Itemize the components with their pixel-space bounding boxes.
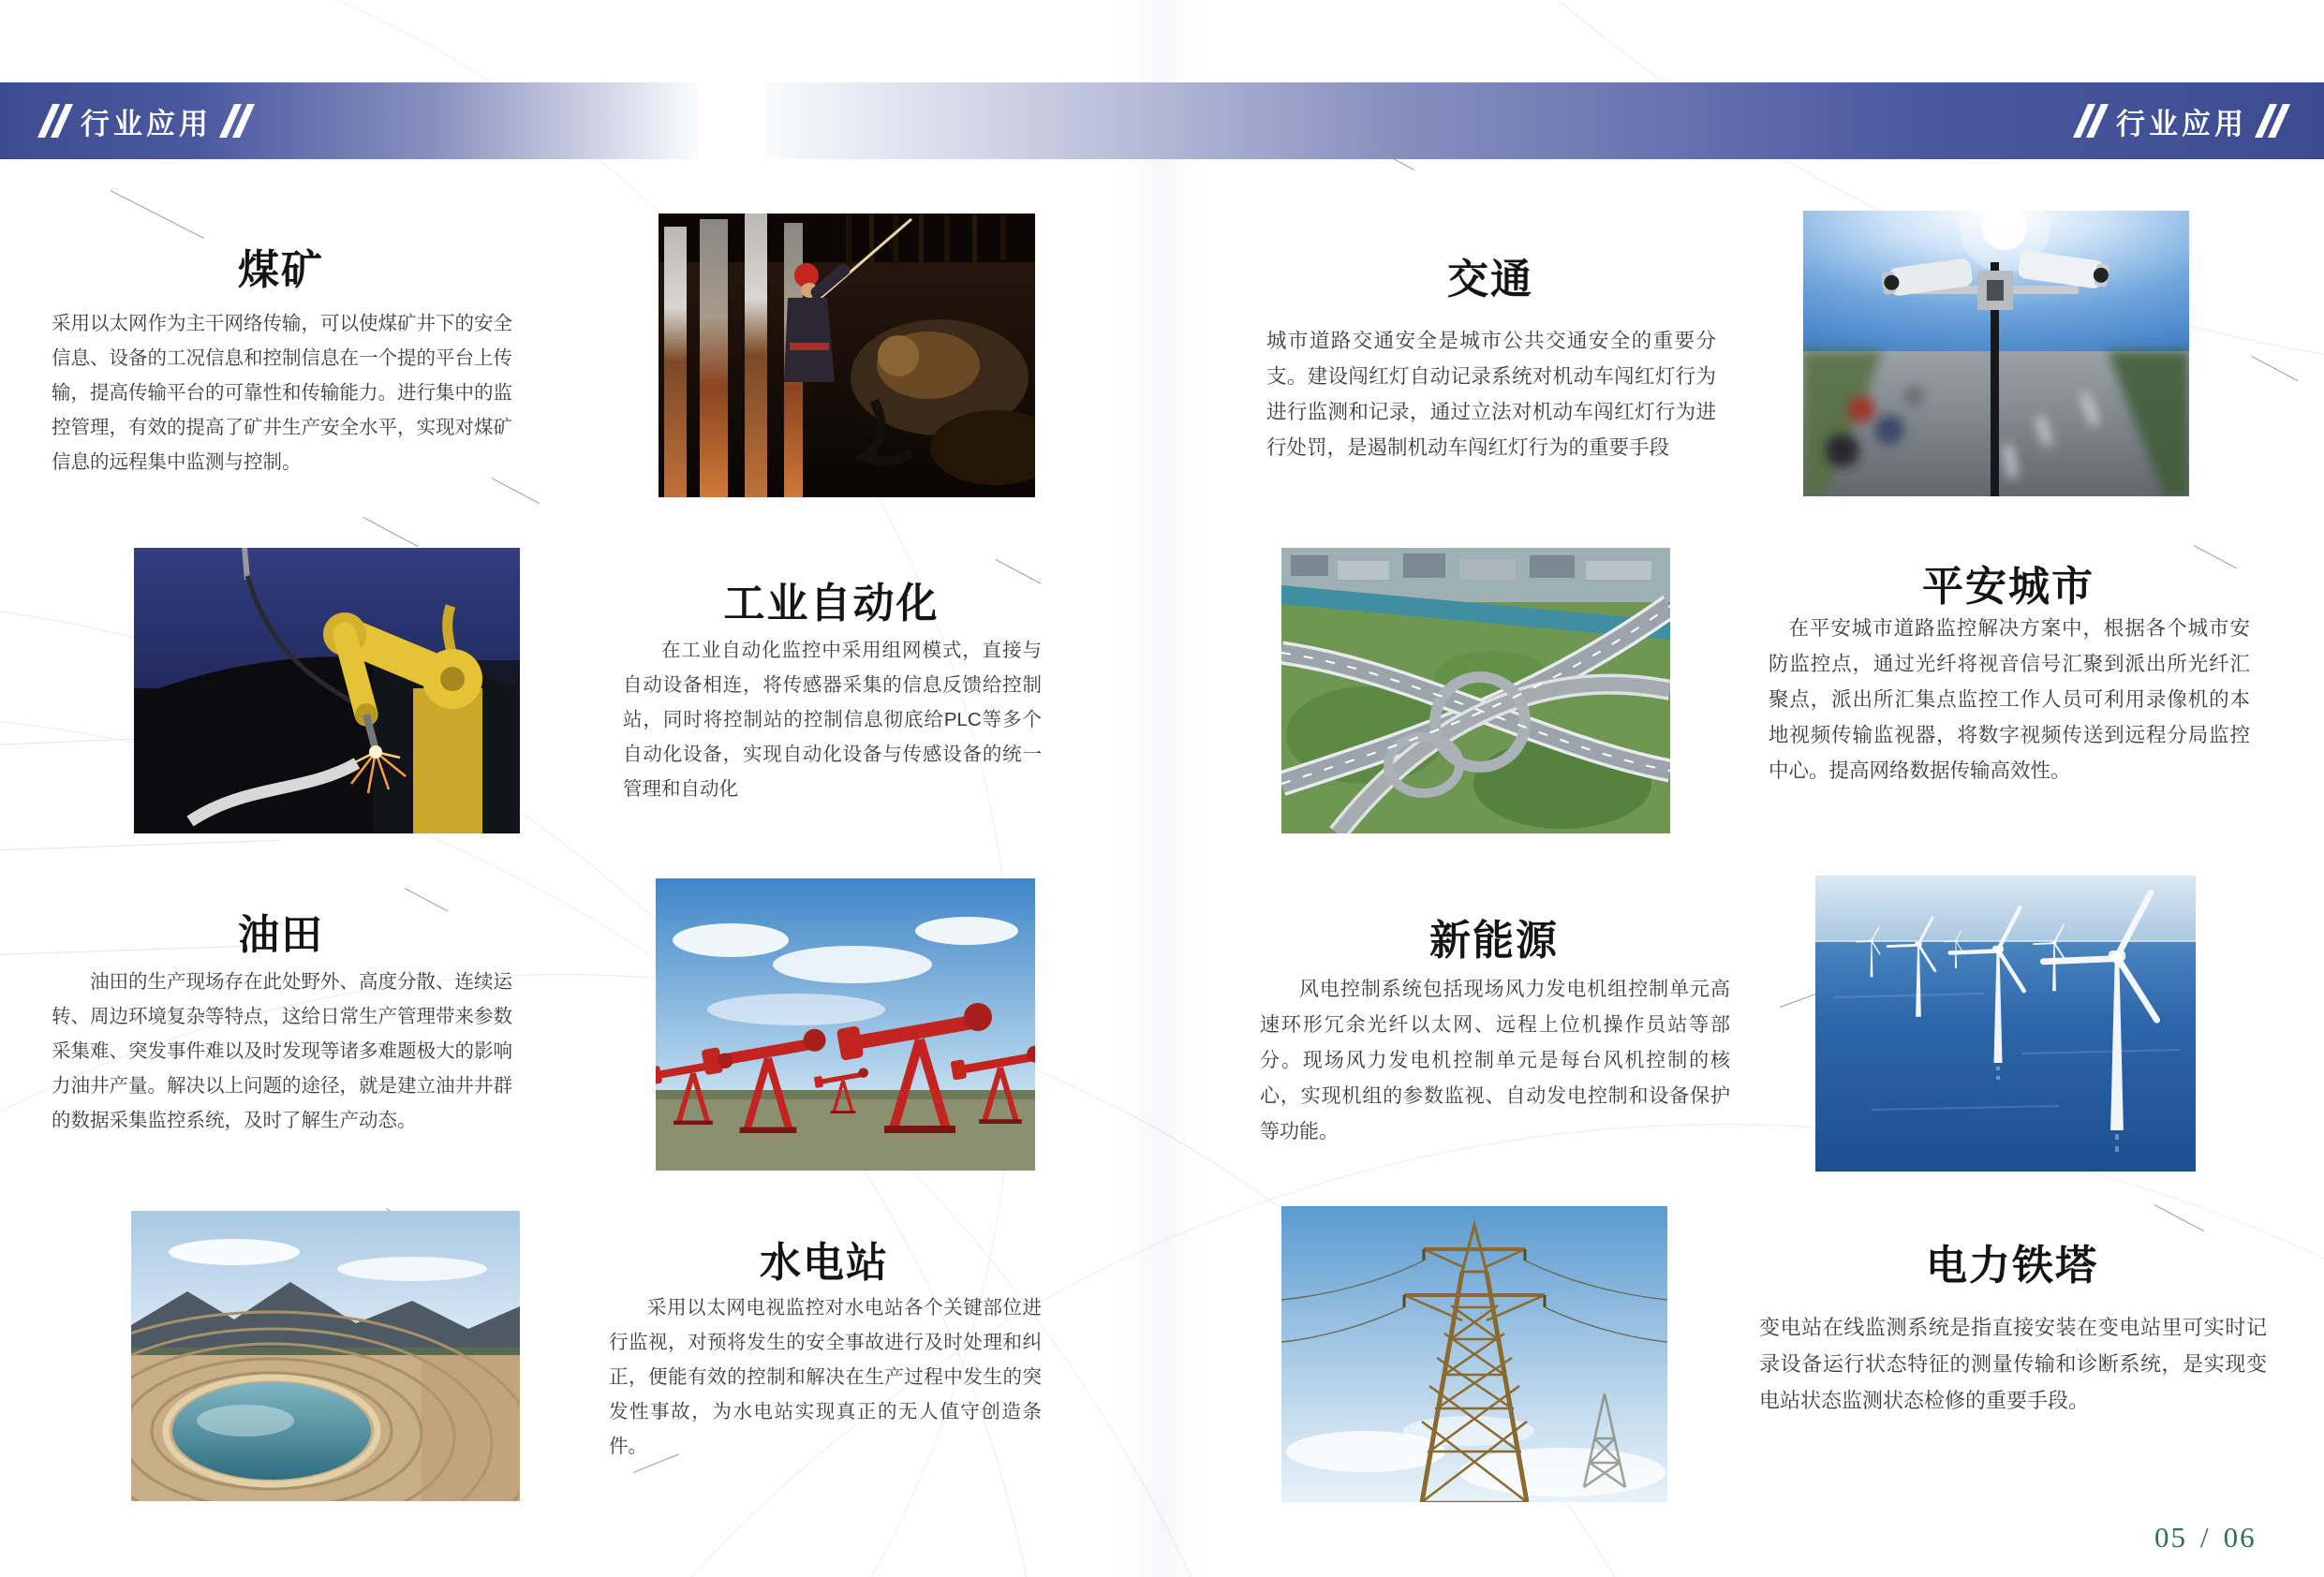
right-header	[2080, 100, 2283, 142]
section-body-hydropower: 采用以太网电视监控对水电站各个关键部位进行监视，对预将发生的安全事故进行及时处理和纠正，便能有效的控制和解决在生产过程中发生的突发性事故，为水电站实现真正的无人值守创造条件。	[609, 1297, 1042, 1457]
section-body-new-energy: 风电控制系统包括现场风力发电机组控制单元高速环形冗余光纤以太网、远程上位机操作员站等部分。现场风力发电机控制单元是每台风机控制的核心，实现机组的参数监视、自动发电控制和设备保护等功能。	[1260, 979, 1730, 1142]
wind-farm-photo	[1815, 876, 2196, 1172]
double-slash-icon	[2262, 104, 2283, 138]
section-title-hydropower: 水电站	[760, 1240, 889, 1286]
section-body-power-tower: 变电站在线监测系统是指直接安装在变电站里可实时记录设备运行状态特征的测量传输和诊断系统，是实现变电站状态监测状态检修的重要手段。	[1759, 1316, 2267, 1412]
page-numbers	[2154, 1521, 2257, 1555]
accent-line	[363, 517, 419, 547]
oil-field-photo	[656, 878, 1035, 1171]
right-header-title: 行业应用	[2116, 107, 2247, 140]
section-body-safe-city: 在平安城市道路监控解决方案中，根据各个城市安防监控点，通过光纤将视音信号汇聚到派出所光纤汇聚点，派出所汇集点监控工作人员可利用录像机的本地视频传输监视器，将数字视频传送到远程分局监控中心。提高网络数据传输高效性。	[1769, 617, 2250, 782]
double-slash-icon	[227, 104, 247, 138]
section-title-safe-city: 平安城市	[1922, 564, 2095, 610]
section-title-power-tower: 电力铁塔	[1926, 1243, 2098, 1289]
accent-line	[2154, 1204, 2204, 1231]
accent-line	[111, 190, 204, 239]
page-number-next: 06	[2223, 1521, 2257, 1554]
section-title-new-energy: 新能源	[1429, 918, 1559, 964]
industrial-robot-photo	[134, 548, 520, 833]
section-title-coal-mine: 煤矿	[238, 247, 324, 293]
background-streak	[0, 840, 281, 850]
accent-line	[492, 478, 540, 504]
highway-interchange-photo	[1281, 548, 1670, 833]
section-body-traffic: 城市道路交通安全是城市公共交通安全的重要分支。建设闯红灯自动记录系统对机动车闯红灯行为进行监测和记录，通过立法对机动车闯红灯行为进行处罚，是遏制机动车闯红灯行为的重要手段	[1266, 330, 1716, 459]
page-number-separator: /	[2200, 1521, 2211, 1554]
section-title-traffic: 交通	[1447, 257, 1533, 302]
left-header-title: 行业应用	[81, 107, 212, 140]
mine-machinery	[851, 319, 1035, 485]
double-slash-icon	[2080, 104, 2101, 138]
reservoir-photo	[131, 1211, 520, 1501]
coal-mine-photo	[659, 214, 1035, 497]
double-slash-icon	[45, 104, 66, 138]
right-page-header-band	[766, 82, 2324, 159]
section-body-industrial-automation: 在工业自动化监控中采用组网模式，直接与自动设备相连，将传感器采集的信息反馈给控制站，同时将控制站的控制信息彻底给PLC等多个自动化设备，实现自动化设备与传感设备的统一管理和自动化	[623, 640, 1042, 800]
traffic-camera-photo	[1803, 211, 2189, 496]
section-title-oil-field: 油田	[238, 912, 324, 958]
section-body-oil-field: 油田的生产现场存在此处野外、高度分散、连续运转、周边环境复杂等特点，这给日常生产管理带来参数采集难、突发事件难以及时发现等诸多难题极大的影响力油井产量。解决以上问题的途径，就是建立油井井群的数据采集监控系统，及时了解生产动态。	[52, 971, 512, 1131]
left-page-header-band	[0, 82, 698, 159]
section-body-coal-mine: 采用以太网作为主干网络传输，可以使煤矿井下的安全信息、设备的工况信息和控制信息在一个提的平台上传输，提高传输平台的可靠性和传输能力。进行集中的监控管理，有效的提高了矿井生产安全水平，实现对煤矿信息的远程集中监测与控制。	[52, 313, 512, 473]
section-title-industrial-automation: 工业自动化	[723, 581, 940, 626]
transmission-tower-photo	[1281, 1206, 1667, 1502]
left-header	[45, 100, 247, 142]
accent-line	[2252, 356, 2299, 381]
page-number-current: 05	[2154, 1521, 2187, 1554]
page-gutter-shadow	[1119, 0, 1204, 1577]
